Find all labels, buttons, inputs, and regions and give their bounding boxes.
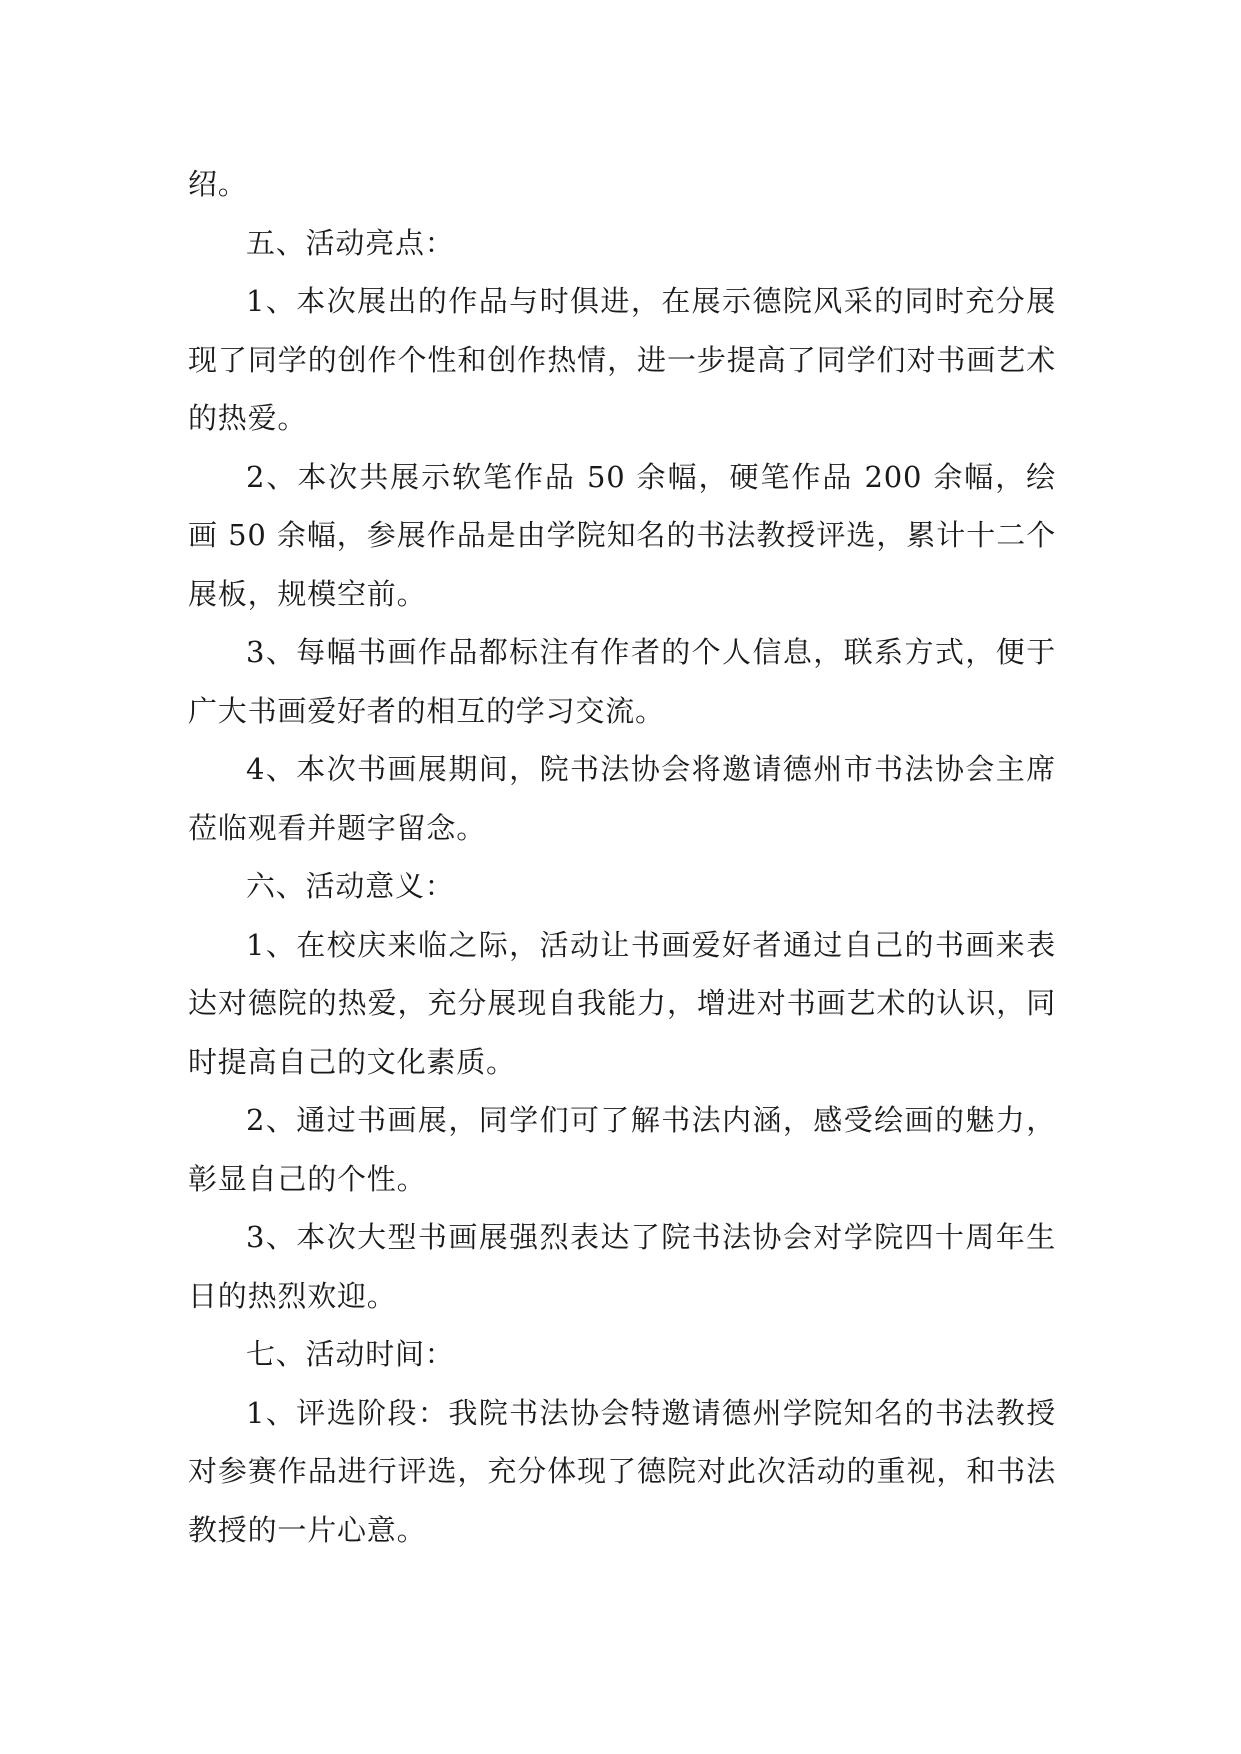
highlight-item-2: 2、本次共展示软笔作品 50 余幅，硬笔作品 200 余幅，绘画 50 余幅，参展作品是由学院知名的书法教授评选，累计十二个展板，规模空前。 [188, 459, 1056, 611]
significance-item-3: 3、本次大型书画展强烈表达了院书法协会对学院四十周年生日的热烈欢迎。 [188, 1220, 1056, 1313]
section-heading-highlights: 五、活动亮点： [246, 225, 455, 260]
highlight-item-1: 1、本次展出的作品与时俱进，在展示德院风采的同时充分展现了同学的创作个性和创作热情，进一步提高了同学们对书画艺术的热爱。 [188, 284, 1056, 435]
significance-item-1: 1、在校庆来临之际，活动让书画爱好者通过自己的书画来表达对德院的热爱，充分展现自我能力，增进对书画艺术的认识，同时提高自己的文化素质。 [188, 927, 1056, 1079]
section-heading-schedule: 七、活动时间： [246, 1337, 455, 1371]
highlight-item-4: 4、本次书画展期间，院书法协会将邀请德州市书法协会主席莅临观看并题字留念。 [188, 752, 1056, 845]
highlight-item-3: 3、每幅书画作品都标注有作者的个人信息，联系方式，便于广大书画爱好者的相互的学习交流。 [188, 635, 1056, 728]
significance-item-2: 2、通过书画展，同学们可了解书法内涵，感受绘画的魅力，彰显自己的个性。 [188, 1103, 1056, 1196]
schedule-item-1: 1、评选阶段：我院书法协会特邀请德州学院知名的书法教授对参赛作品进行评选，充分体现了德院对此次活动的重视，和书法教授的一片心意。 [188, 1395, 1056, 1547]
document-body [188, 155, 1056, 1559]
section-heading-significance: 六、活动意义： [246, 869, 455, 903]
paragraph-continuation: 绍。 [188, 167, 248, 201]
